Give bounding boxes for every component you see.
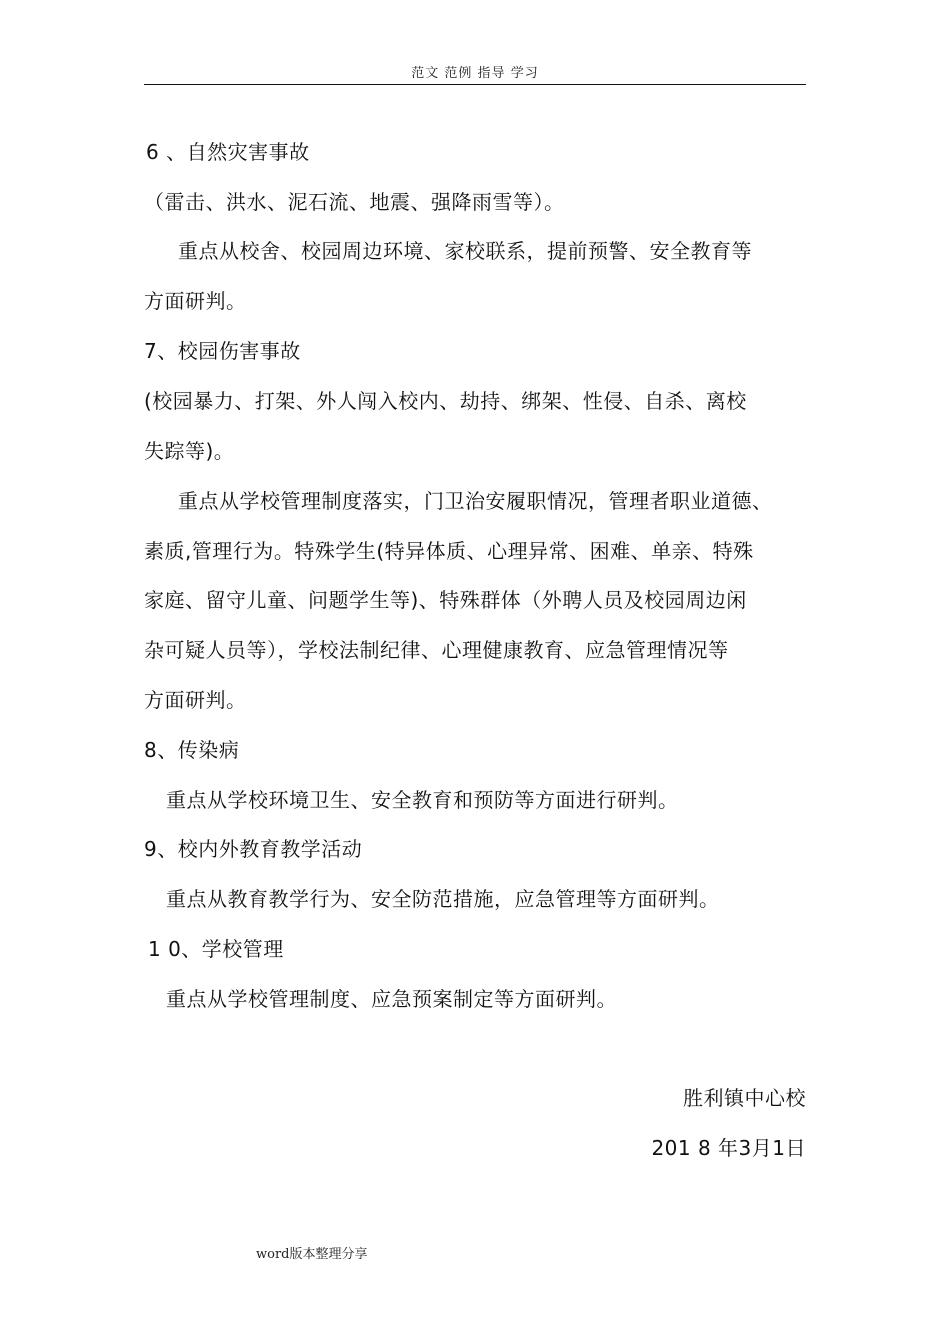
page-footer: word版本整理分享	[256, 1247, 368, 1262]
section-6-focus-line-2: 方面研判。	[144, 289, 247, 313]
section-7-examples-line-2: 失踪等)。	[144, 439, 235, 463]
section-7-heading: 7、校园伤害事故	[144, 339, 301, 363]
section-9-heading: 9、校内外教育教学活动	[144, 837, 363, 861]
section-7-focus-line-3: 家庭、留守儿童、问题学生等)、特殊群体（外聘人员及校园周边闲	[144, 588, 747, 612]
section-7-examples-line-1: (校园暴力、打架、外人闯入校内、劫持、绑架、性侵、自杀、离校	[144, 389, 747, 413]
section-9-focus: 重点从教育教学行为、安全防范措施，应急管理等方面研判。	[166, 887, 720, 911]
section-7-focus-line-4: 杂可疑人员等），学校法制纪律、心理健康教育、应急管理情况等	[144, 638, 729, 662]
section-8-focus: 重点从学校环境卫生、安全教育和预防等方面进行研判。	[166, 788, 679, 812]
section-10-heading: 1 0、学校管理	[148, 937, 284, 961]
signature-org: 胜利镇中心校	[683, 1086, 806, 1110]
header-divider	[144, 84, 806, 85]
section-10-focus: 重点从学校管理制度、应急预案制定等方面研判。	[166, 987, 617, 1011]
page-header: 范文 范例 指导 学习	[411, 66, 539, 81]
section-7-focus-line-5: 方面研判。	[144, 688, 247, 712]
section-6-focus-line-1: 重点从校舍、校园周边环境、家校联系，提前预警、安全教育等	[178, 239, 752, 263]
section-7-focus-line-1: 重点从学校管理制度落实，门卫治安履职情况，管理者职业道德、	[178, 489, 773, 513]
section-8-heading: 8、传染病	[144, 738, 240, 762]
section-7-focus-line-2: 素质,管理行为。特殊学生(特异体质、心理异常、困难、单亲、特殊	[144, 539, 754, 563]
section-6-heading: 6 、自然灾害事故	[146, 140, 310, 164]
section-6-examples: （雷击、洪水、泥石流、地震、强降雨雪等）。	[144, 190, 565, 214]
signature-date: 201 8 年3月1日	[651, 1136, 806, 1160]
